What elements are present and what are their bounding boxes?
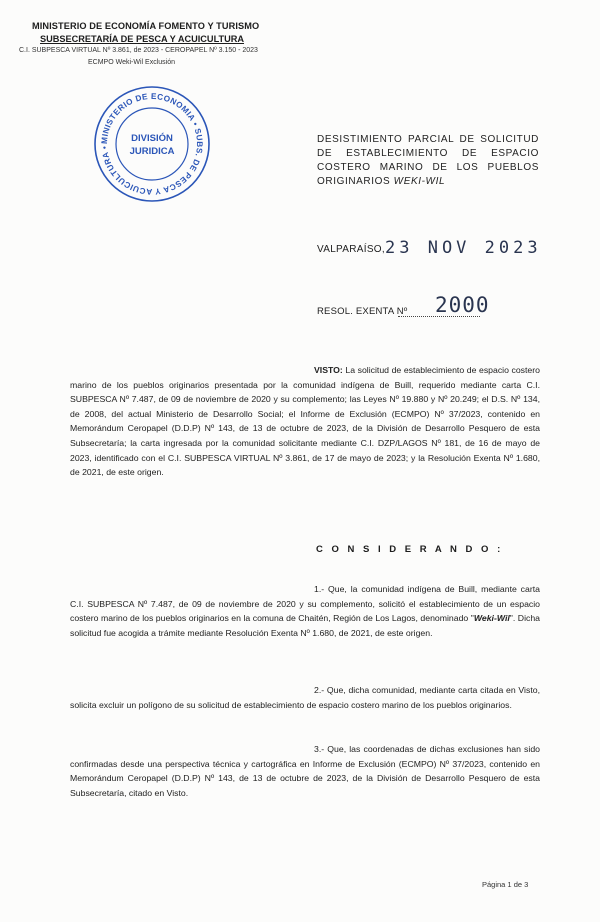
place-label: VALPARAÍSO, [317,244,385,255]
resolution-number: 2000 [435,293,490,317]
page-number: Página 1 de 3 [482,880,529,889]
subsecretaria-heading: SUBSECRETARÍA DE PESCA Y ACUICULTURA [40,34,245,44]
reference-line: C.I. SUBPESCA VIRTUAL Nº 3.861, de 2023 - CEROPAPEL Nº 3.150 - 2023 [19,47,258,54]
item-1-text-a: 1.- Que, la comunidad indígena de Buill, mediante carta C.I. SUBPESCA Nº 7.487, de 09 de noviembre de 2020 y su complemento, solicitó el establecimiento de un espacio costero marino de los pueblos originarios en la comuna de Chaitén, Región de Los Lagos, denominado " [70,584,540,624]
considerando-item-1 [70,582,540,640]
seal-center-line2: JURIDICA [129,146,175,157]
visto-paragraph [70,363,540,480]
visto-text: La solicitud de establecimiento de espacio costero marino de los pueblos originarios presentada por la comunidad indígena de Buill, requerido mediante carta C.I. SUBPESCA Nº 7.487, de 09 de noviembre de 2020 y su complemento; las Leyes Nº 19.880 y Nº 20.249; el D.S. Nº 134, de 2008, del actual Ministerio de Desarrollo Social; el Informe de Exclusión (ECMPO) Nº 37/2023, contenido en Memorándum Ceropapel (D.D.P) Nº 143, de 13 de octubre de 2023, de la División de Desarrollo Pesquero de esta Subsecretaría; la carta ingresada por la comunidad solicitante mediante C.I. DZP/LAGOS Nº 181, de 16 de mayo de 2023, identificado con el C.I. SUBPESCA VIRTUAL Nº 3.861, de 17 de mayo de 2023; y la Resolución Exenta Nº 1.680, de 2021, de este origen. [70,365,540,478]
seal-ring-text: MINISTERIO DE ECONOMIA • SUBS. DE PESCA Y ACUICULTURA • [99,91,205,197]
visto-label: VISTO: [314,365,343,375]
item-2-text: 2.- Que, dicha comunidad, mediante carta citada en Visto, solicita excluir un polígono de su solicitud de establecimiento de espacio costero marino de los pueblos originarios. [70,685,540,710]
item-3-text: 3.- Que, las coordenadas de dichas exclusiones han sido confirmadas desde una perspectiva técnica y cartográfica en Informe de Exclusión (ECMPO) Nº 37/2023, contenido en Memorándum Ceropapel (D.D.P) Nº 143, de 13 de octubre de 2023, de la División de Desarrollo Pesquero de esta Subsecretaría, citado en Visto. [70,744,540,798]
item-1-name: Weki-Wil [473,613,510,624]
date-stamp: 23 NOV 2023 [385,238,542,258]
considerando-heading: C O N S I D E R A N D O : [316,544,504,555]
resolution-label: RESOL. EXENTA Nº [317,306,408,317]
division-juridica-seal [92,84,212,204]
ministry-heading: MINISTERIO DE ECONOMÍA FOMENTO Y TURISMO [32,21,260,31]
item-1-text-b: ". Dicha solicitud fue acogida a trámite mediante Resolución Exenta Nº 1.680, de 2021, de este origen. [70,613,541,638]
seal-center-line1: DIVISIÓN [131,133,173,144]
resolution-subject [317,133,539,189]
subject-text: DESISTIMIENTO PARCIAL DE SOLICITUD DE ESTABLECIMIENTO DE ESPACIO COSTERO MARINO DE LOS PUEBLOS ORIGINARIOS [317,134,539,187]
subject-italic-name: WEKI-WIL [393,176,446,187]
reference-line-2: ECMPO Weki-Wil Exclusión [88,59,175,66]
considerando-item-3 [70,742,540,800]
considerando-item-2 [70,683,540,712]
